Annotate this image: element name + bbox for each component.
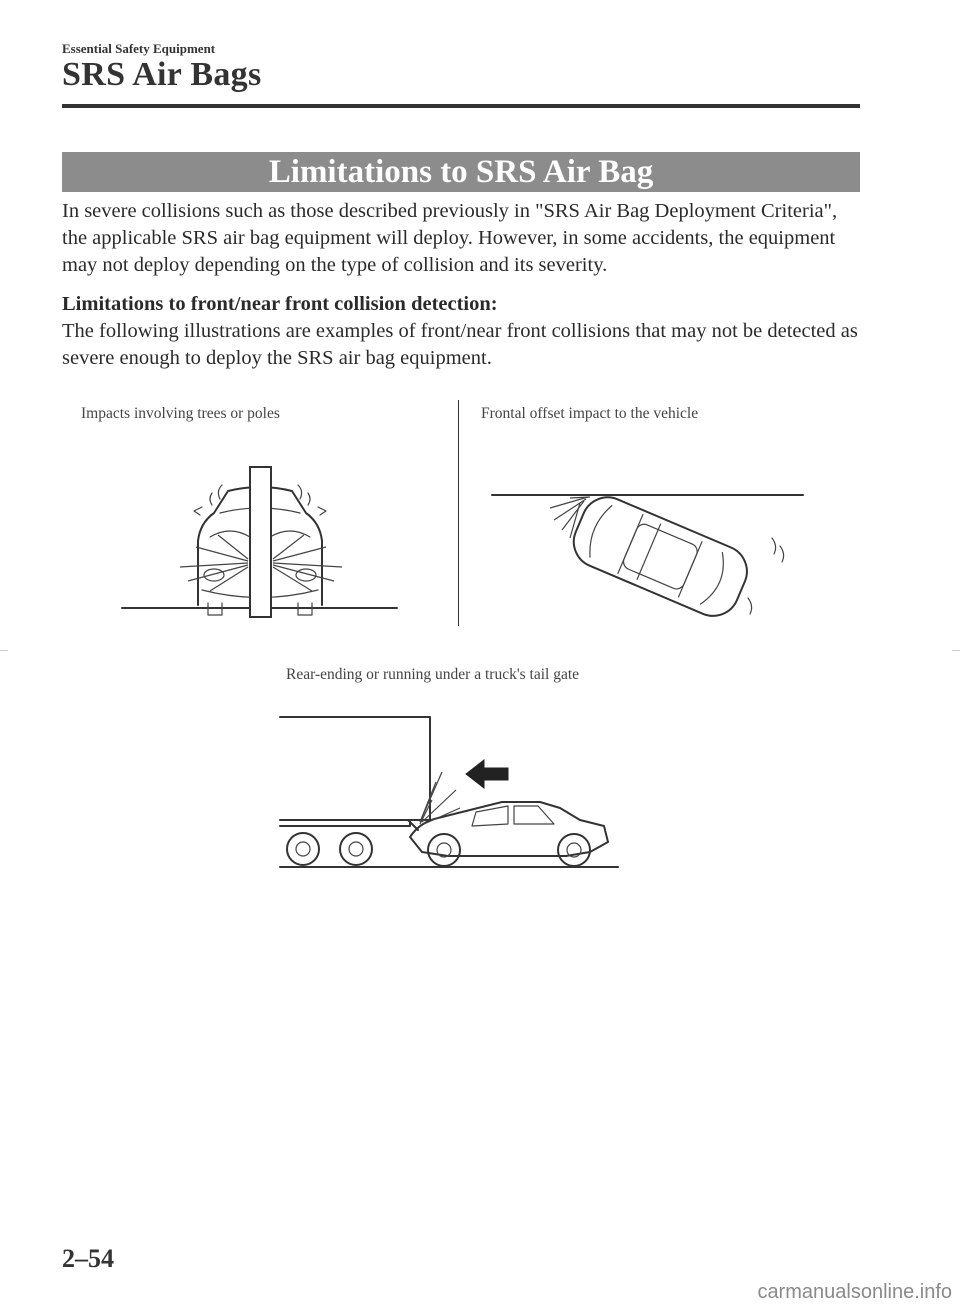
margin-tick — [0, 650, 8, 651]
section-label: Essential Safety Equipment — [62, 41, 216, 56]
margin-tick — [952, 650, 960, 651]
banner-title: Limitations to SRS Air Bag — [268, 153, 654, 190]
header-rule — [62, 104, 860, 108]
subsection-body: The following illustrations are examples of front/near front collisions that may not be detected as severe enough to deploy the SRS air bag equipment. — [62, 320, 858, 369]
subsection-heading: Limitations to front/near front collision detection: — [62, 293, 498, 315]
offset-impact-illustration — [480, 480, 810, 630]
truck-underride-illustration — [270, 712, 630, 877]
chapter-title: SRS Air Bags — [62, 56, 262, 93]
page-number: 2–54 — [62, 1244, 114, 1273]
offset-caption: Frontal offset impact to the vehicle — [481, 405, 699, 422]
watermark-text: carmanualsonline.info — [757, 1281, 952, 1303]
trees-caption: Impacts involving trees or poles — [81, 405, 280, 422]
section-banner — [62, 152, 860, 192]
pole-impact-illustration — [110, 455, 410, 625]
illustration-divider — [458, 400, 459, 626]
truck-caption: Rear-ending or running under a truck's tail gate — [286, 666, 580, 683]
intro-paragraph: In severe collisions such as those described previously in "SRS Air Bag Deployment Criteria", the applicable SRS air bag equipment will deploy. However, in some accidents, the equipment may not deploy depending on the type of collision and its severity. — [62, 200, 838, 276]
